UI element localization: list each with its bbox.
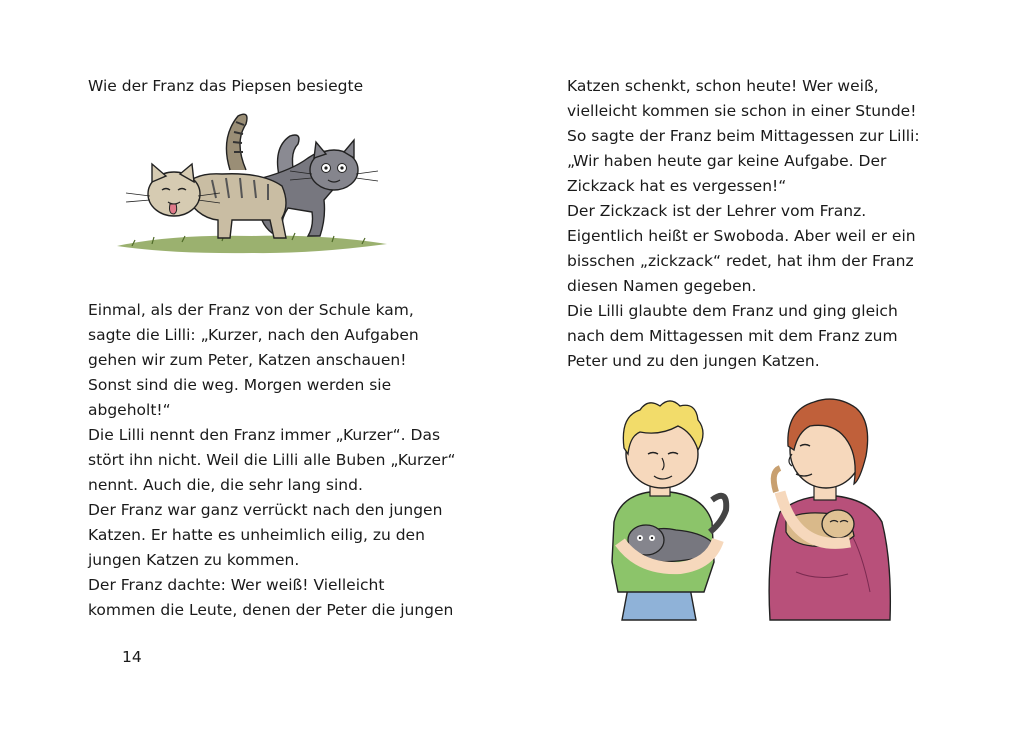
text-line: abgeholt!“ bbox=[88, 401, 171, 419]
left-body-text bbox=[88, 298, 456, 623]
text-line: Der Franz war ganz verrückt nach den jungen bbox=[88, 501, 443, 519]
text-line: nennt. Auch die, die sehr lang sind. bbox=[88, 476, 363, 494]
text-line: Eigentlich heißt er Swoboda. Aber weil er ein bbox=[567, 227, 916, 245]
text-line: Sonst sind die weg. Morgen werden sie bbox=[88, 376, 392, 394]
text-line: Katzen. Er hatte es unheimlich eilig, zu den bbox=[88, 526, 425, 544]
text-line: Der Zickzack ist der Lehrer vom Franz. bbox=[567, 202, 867, 220]
text-line: Zickzack hat es vergessen!“ bbox=[567, 177, 787, 195]
cats-illustration bbox=[112, 108, 392, 258]
children-with-cats-illustration bbox=[600, 392, 900, 624]
text-line: vielleicht kommen sie schon in einer Stunde! bbox=[567, 102, 917, 120]
right-body-text bbox=[567, 74, 920, 374]
text-line: Katzen schenkt, schon heute! Wer weiß, bbox=[567, 77, 879, 95]
text-line: gehen wir zum Peter, Katzen anschauen! bbox=[88, 351, 407, 369]
text-line: Peter und zu den jungen Katzen. bbox=[567, 352, 820, 370]
text-line: stört ihn nicht. Weil die Lilli alle Buben „Kurzer“ bbox=[88, 451, 456, 469]
text-line: nach dem Mittagessen mit dem Franz zum bbox=[567, 327, 898, 345]
text-line: jungen Katzen zu kommen. bbox=[88, 551, 300, 569]
text-line: So sagte der Franz beim Mittagessen zur Lilli: bbox=[567, 127, 920, 145]
chapter-title: Wie der Franz das Piepsen besiegte bbox=[88, 77, 364, 95]
text-line: Die Lilli nennt den Franz immer „Kurzer“. Das bbox=[88, 426, 441, 444]
text-line: „Wir haben heute gar keine Aufgabe. Der bbox=[567, 152, 887, 170]
text-line: sagte die Lilli: „Kurzer, nach den Aufgaben bbox=[88, 326, 419, 344]
page-number: 14 bbox=[122, 648, 142, 666]
text-line: diesen Namen gegeben. bbox=[567, 277, 757, 295]
text-line: bisschen „zickzack“ redet, hat ihm der Franz bbox=[567, 252, 914, 270]
text-line: Einmal, als der Franz von der Schule kam, bbox=[88, 301, 414, 319]
text-line: kommen die Leute, denen der Peter die jungen bbox=[88, 601, 454, 619]
text-line: Die Lilli glaubte dem Franz und ging gleich bbox=[567, 302, 898, 320]
text-line: Der Franz dachte: Wer weiß! Vielleicht bbox=[88, 576, 385, 594]
